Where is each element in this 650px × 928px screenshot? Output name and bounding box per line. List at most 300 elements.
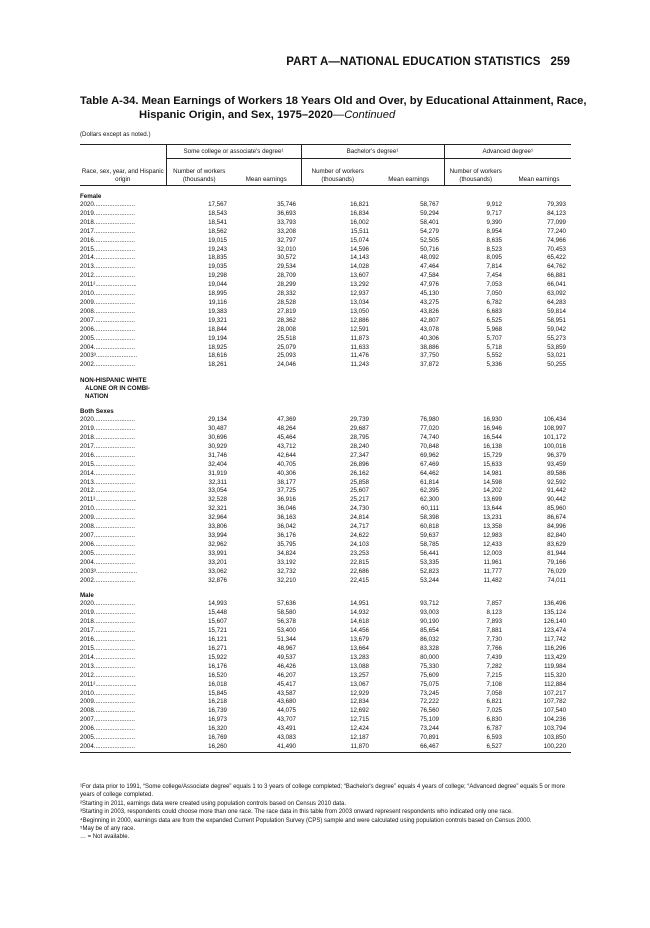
section-gap xyxy=(80,370,571,377)
value-text: 24,730 xyxy=(350,505,369,513)
value-text: 28,795 xyxy=(350,434,369,442)
row-value xyxy=(232,361,301,370)
value-text: 19,116 xyxy=(208,298,227,306)
row-value xyxy=(232,609,301,618)
row-value xyxy=(374,690,444,699)
value-text: 53,021 xyxy=(547,352,567,360)
table-row xyxy=(80,452,571,461)
row-year xyxy=(80,577,166,586)
row-value xyxy=(507,690,571,699)
section-heading-line: Both Sexes xyxy=(80,408,114,416)
row-value xyxy=(301,308,374,317)
row-value xyxy=(232,743,301,752)
value-text: 14,993 xyxy=(208,600,227,608)
row-value xyxy=(444,698,507,707)
row-year xyxy=(80,636,166,645)
row-year xyxy=(80,237,166,246)
section-heading-line: NON-HISPANIC WHITE xyxy=(80,377,147,385)
row-value xyxy=(232,568,301,577)
row-value xyxy=(507,219,571,228)
row-value xyxy=(507,716,571,725)
value-text: 30,696 xyxy=(208,434,227,442)
row-value xyxy=(444,344,507,353)
leader-dots: ........................ xyxy=(93,540,136,548)
value-text: 8,095 xyxy=(486,254,502,262)
row-value xyxy=(301,514,374,523)
value-text: 43,078 xyxy=(420,325,439,333)
value-text: 12,433 xyxy=(483,540,502,548)
row-value xyxy=(374,299,444,308)
row-value xyxy=(444,443,507,452)
section-heading-line: ALONE OR IN COMBI- xyxy=(85,385,150,393)
row-value xyxy=(444,299,507,308)
row-value xyxy=(301,577,374,586)
leader-dots: ........................ xyxy=(93,707,136,715)
row-value xyxy=(374,618,444,627)
value-text: 101,172 xyxy=(543,434,567,442)
row-year xyxy=(80,416,166,425)
value-text: 82,840 xyxy=(547,532,567,539)
value-text: 16,520 xyxy=(208,671,227,679)
table-row xyxy=(80,734,571,743)
value-text: 33,062 xyxy=(208,567,227,575)
row-value xyxy=(232,425,301,434)
value-text: 62,300 xyxy=(420,496,439,504)
value-text: 24,622 xyxy=(350,532,369,539)
row-value xyxy=(301,672,374,681)
value-text: 32,964 xyxy=(208,514,227,522)
value-text: 46,207 xyxy=(277,671,296,679)
value-text: 12,886 xyxy=(350,316,369,324)
year-label: 2020 xyxy=(80,416,94,424)
value-text: 9,717 xyxy=(486,209,502,217)
row-value xyxy=(166,487,232,496)
section-heading-line: NATION xyxy=(85,393,109,401)
row-year xyxy=(80,210,166,219)
value-text: 37,872 xyxy=(420,361,439,369)
value-text: 13,607 xyxy=(350,272,369,280)
row-value xyxy=(301,600,374,609)
row-value xyxy=(444,496,507,505)
value-text: 59,042 xyxy=(547,325,567,333)
leader-dots: ........................ xyxy=(93,576,136,584)
row-value xyxy=(374,532,444,541)
value-text: 77,020 xyxy=(420,425,439,433)
row-value xyxy=(166,618,232,627)
row-value xyxy=(166,672,232,681)
row-value xyxy=(444,550,507,559)
row-value xyxy=(232,272,301,281)
row-value xyxy=(301,627,374,636)
row-value xyxy=(232,523,301,532)
row-year xyxy=(80,219,166,228)
row-value xyxy=(166,559,232,568)
section-heading xyxy=(80,193,571,201)
row-value xyxy=(444,618,507,627)
row-value xyxy=(166,600,232,609)
value-text: 34,824 xyxy=(277,549,296,557)
value-text: 24,046 xyxy=(277,361,296,369)
value-text: 32,210 xyxy=(277,576,296,584)
year-label: 2017 xyxy=(80,627,94,635)
value-text: 7,814 xyxy=(486,263,502,271)
header-stub: Race, sex, year, and Hispanic origin xyxy=(80,159,166,186)
value-text: 7,053 xyxy=(486,281,502,289)
value-text: 45,130 xyxy=(420,290,439,298)
value-text: 42,644 xyxy=(277,451,296,459)
row-value xyxy=(166,636,232,645)
row-value xyxy=(444,645,507,654)
table-body xyxy=(80,186,571,753)
value-text: 6,593 xyxy=(486,734,502,742)
value-text: 43,680 xyxy=(277,698,296,706)
leader-dots: ........................ xyxy=(93,442,136,450)
row-value xyxy=(232,577,301,586)
row-value xyxy=(507,734,571,743)
row-value xyxy=(301,452,374,461)
row-value xyxy=(374,550,444,559)
value-text: 83,328 xyxy=(420,644,439,652)
value-text: 13,679 xyxy=(350,636,369,644)
table-row xyxy=(80,434,571,443)
table-row xyxy=(80,461,571,470)
row-value xyxy=(374,210,444,219)
leader-dots: ........................ xyxy=(93,716,136,724)
value-text: 74,740 xyxy=(420,434,439,442)
value-text: 64,283 xyxy=(547,298,567,306)
row-value xyxy=(166,725,232,734)
leader-dots: ........................ xyxy=(93,272,136,280)
row-value xyxy=(166,568,232,577)
row-value xyxy=(507,344,571,353)
value-text: 28,299 xyxy=(277,281,296,289)
leader-dots: ........................ xyxy=(93,201,136,208)
value-text: 70,848 xyxy=(420,442,439,450)
value-text: 66,881 xyxy=(547,272,567,280)
value-text: 100,220 xyxy=(543,742,567,750)
row-year xyxy=(80,681,166,690)
row-value xyxy=(166,707,232,716)
row-value xyxy=(301,690,374,699)
row-value xyxy=(374,743,444,752)
row-value xyxy=(166,361,232,370)
row-value xyxy=(374,496,444,505)
leader-dots: ........................ xyxy=(95,352,138,360)
value-text: 7,439 xyxy=(486,653,502,661)
value-text: 25,217 xyxy=(350,496,369,504)
row-value xyxy=(444,470,507,479)
row-value xyxy=(507,361,571,370)
row-year xyxy=(80,479,166,488)
leader-dots: ........................ xyxy=(93,514,136,522)
value-text: 32,010 xyxy=(277,245,296,253)
value-text: 18,261 xyxy=(208,361,227,369)
year-label: 2009 xyxy=(80,698,94,706)
row-year xyxy=(80,514,166,523)
year-label: 2002 xyxy=(80,361,94,369)
value-text: 9,912 xyxy=(486,201,502,208)
leader-dots: ........................ xyxy=(93,451,136,459)
row-year xyxy=(80,299,166,308)
value-text: 103,850 xyxy=(543,734,567,742)
row-value xyxy=(301,618,374,627)
row-value xyxy=(232,263,301,272)
value-text: 58,785 xyxy=(420,540,439,548)
row-value xyxy=(232,698,301,707)
row-value xyxy=(507,672,571,681)
row-value xyxy=(374,461,444,470)
value-text: 14,028 xyxy=(350,263,369,271)
row-value xyxy=(507,609,571,618)
row-year xyxy=(80,559,166,568)
leader-dots: ........................ xyxy=(93,653,136,661)
row-value xyxy=(444,734,507,743)
value-text: 12,937 xyxy=(350,290,369,298)
value-text: 31,746 xyxy=(208,451,227,459)
row-value xyxy=(374,716,444,725)
footnote: ²Starting in 2011, earnings data were created using population controls based on Census 2010 data. xyxy=(80,800,347,807)
row-value xyxy=(507,452,571,461)
row-value xyxy=(301,559,374,568)
row-value xyxy=(301,532,374,541)
value-text: 53,335 xyxy=(420,558,439,566)
row-value xyxy=(232,470,301,479)
table-row xyxy=(80,299,571,308)
value-text: 79,166 xyxy=(547,558,567,566)
row-value xyxy=(374,237,444,246)
leader-dots: ........................ xyxy=(93,218,136,226)
row-value xyxy=(301,568,374,577)
value-text: 16,271 xyxy=(208,644,227,652)
row-value xyxy=(301,645,374,654)
value-text: 6,525 xyxy=(486,316,502,324)
value-text: 38,177 xyxy=(277,478,296,486)
row-value xyxy=(374,698,444,707)
row-value xyxy=(374,272,444,281)
row-year xyxy=(80,532,166,541)
value-text: 86,032 xyxy=(420,636,439,644)
value-text: 51,344 xyxy=(277,636,296,644)
row-value xyxy=(301,716,374,725)
value-text: 23,253 xyxy=(350,549,369,557)
header-earnings: Mean earnings xyxy=(374,159,444,186)
row-value xyxy=(301,636,374,645)
row-value xyxy=(166,743,232,752)
year-label: 2010 xyxy=(80,505,94,513)
row-value xyxy=(444,636,507,645)
table-row xyxy=(80,725,571,734)
leader-dots: ........................ xyxy=(93,263,136,271)
row-year xyxy=(80,443,166,452)
row-value xyxy=(374,416,444,425)
leader-dots: ........................ xyxy=(93,416,136,424)
year-label: 2019 xyxy=(80,209,94,217)
row-value xyxy=(232,344,301,353)
row-value xyxy=(232,532,301,541)
value-text: 14,596 xyxy=(350,245,369,253)
leader-dots: ........................ xyxy=(93,425,136,433)
value-text: 29,739 xyxy=(350,416,369,424)
leader-dots: ........................ xyxy=(93,618,136,626)
value-text: 5,552 xyxy=(486,352,502,360)
row-value xyxy=(507,461,571,470)
value-text: 18,616 xyxy=(208,352,227,360)
table-row xyxy=(80,577,571,586)
row-value xyxy=(232,416,301,425)
section-heading xyxy=(80,408,571,416)
value-text: 28,362 xyxy=(277,316,296,324)
footnote: ³Starting in 2003, respondents could choose more than one race. The race data in this table from 2003 onward represent respondents who indicated only one race. xyxy=(80,809,513,816)
row-value xyxy=(374,672,444,681)
value-text: 16,138 xyxy=(483,442,502,450)
year-label: 2018 xyxy=(80,618,94,626)
section-gap xyxy=(80,186,571,194)
row-year xyxy=(80,461,166,470)
value-text: 15,922 xyxy=(208,653,227,661)
year-label: 2008 xyxy=(80,523,94,531)
value-text: 29,134 xyxy=(208,416,227,424)
row-value xyxy=(301,487,374,496)
value-text: 61,814 xyxy=(420,478,439,486)
year-label: 2004 xyxy=(80,742,94,750)
year-label: 2006 xyxy=(80,325,94,333)
value-text: 6,683 xyxy=(486,307,502,315)
value-text: 13,231 xyxy=(483,514,502,522)
row-value xyxy=(232,237,301,246)
row-value xyxy=(232,618,301,627)
leader-dots: ........................ xyxy=(95,680,137,688)
value-text: 12,929 xyxy=(350,689,369,697)
row-value xyxy=(374,201,444,210)
value-text: 14,456 xyxy=(350,627,369,635)
value-text: 50,255 xyxy=(547,361,567,369)
value-text: 25,858 xyxy=(350,478,369,486)
year-label: 2015 xyxy=(80,644,94,652)
row-value xyxy=(301,743,374,752)
row-value xyxy=(374,609,444,618)
value-text: 15,511 xyxy=(350,227,369,235)
value-text: 16,930 xyxy=(483,416,502,424)
row-value xyxy=(232,559,301,568)
value-text: 79,393 xyxy=(547,201,567,208)
section-heading xyxy=(80,377,571,401)
value-text: 66,041 xyxy=(547,281,567,289)
row-value xyxy=(444,210,507,219)
row-value xyxy=(301,344,374,353)
value-text: 19,383 xyxy=(208,307,227,315)
row-value xyxy=(444,228,507,237)
value-text: 80,000 xyxy=(420,653,439,661)
row-value xyxy=(232,228,301,237)
row-value xyxy=(232,352,301,361)
value-text: 11,633 xyxy=(350,343,369,351)
value-text: 36,693 xyxy=(277,209,296,217)
value-text: 89,586 xyxy=(547,469,567,477)
value-text: 14,932 xyxy=(350,609,369,617)
table-row xyxy=(80,636,571,645)
row-value xyxy=(166,201,232,210)
table-row xyxy=(80,505,571,514)
table-row xyxy=(80,663,571,672)
value-text: 43,712 xyxy=(277,442,296,450)
row-year xyxy=(80,452,166,461)
row-value xyxy=(166,577,232,586)
value-text: 54,279 xyxy=(420,227,439,235)
table-row xyxy=(80,263,571,272)
row-value xyxy=(444,201,507,210)
row-value xyxy=(232,627,301,636)
leader-dots: ........................ xyxy=(93,742,136,750)
value-text: 69,962 xyxy=(420,451,439,459)
value-text: 18,925 xyxy=(208,343,227,351)
year-label: 2007 xyxy=(80,716,94,724)
value-text: 47,976 xyxy=(420,281,439,289)
row-year xyxy=(80,690,166,699)
table-row xyxy=(80,344,571,353)
row-value xyxy=(444,308,507,317)
year-label: 2013 xyxy=(80,478,94,486)
header-bachelors: Bachelor's degree¹ xyxy=(301,145,444,159)
row-value xyxy=(444,416,507,425)
row-value xyxy=(507,514,571,523)
value-text: 13,644 xyxy=(483,505,502,513)
row-value xyxy=(301,443,374,452)
value-text: 59,814 xyxy=(547,307,567,315)
value-text: 43,275 xyxy=(420,298,439,306)
value-text: 15,729 xyxy=(483,451,502,459)
value-text: 15,074 xyxy=(350,236,369,244)
row-value xyxy=(444,487,507,496)
leader-dots: ........................ xyxy=(93,325,136,333)
row-year xyxy=(80,672,166,681)
row-value xyxy=(301,707,374,716)
value-text: 37,725 xyxy=(277,487,296,495)
value-text: 43,826 xyxy=(420,307,439,315)
row-value xyxy=(374,263,444,272)
value-text: 47,369 xyxy=(277,416,296,424)
value-text: 53,244 xyxy=(420,576,439,584)
table-row xyxy=(80,290,571,299)
table-row xyxy=(80,272,571,281)
value-text: 38,886 xyxy=(420,343,439,351)
value-text: 117,742 xyxy=(544,636,567,644)
value-text: 9,390 xyxy=(486,218,502,226)
leader-dots: ........................ xyxy=(93,698,136,706)
row-value xyxy=(507,352,571,361)
leader-dots: ........................ xyxy=(93,644,136,652)
row-value xyxy=(444,335,507,344)
row-year xyxy=(80,201,166,210)
row-value xyxy=(166,272,232,281)
table-row xyxy=(80,618,571,627)
row-value xyxy=(166,416,232,425)
row-value xyxy=(374,281,444,290)
row-value xyxy=(301,496,374,505)
row-year xyxy=(80,541,166,550)
row-value xyxy=(444,317,507,326)
row-value xyxy=(232,434,301,443)
value-text: 22,415 xyxy=(350,576,369,584)
year-label: 2011² xyxy=(80,680,96,688)
row-value xyxy=(232,672,301,681)
value-text: 48,264 xyxy=(277,425,296,433)
table-row xyxy=(80,743,571,752)
year-label: 2002 xyxy=(80,576,94,584)
row-value xyxy=(232,487,301,496)
value-text: 53,400 xyxy=(277,627,296,635)
row-value xyxy=(166,434,232,443)
value-text: 85,960 xyxy=(547,505,567,513)
